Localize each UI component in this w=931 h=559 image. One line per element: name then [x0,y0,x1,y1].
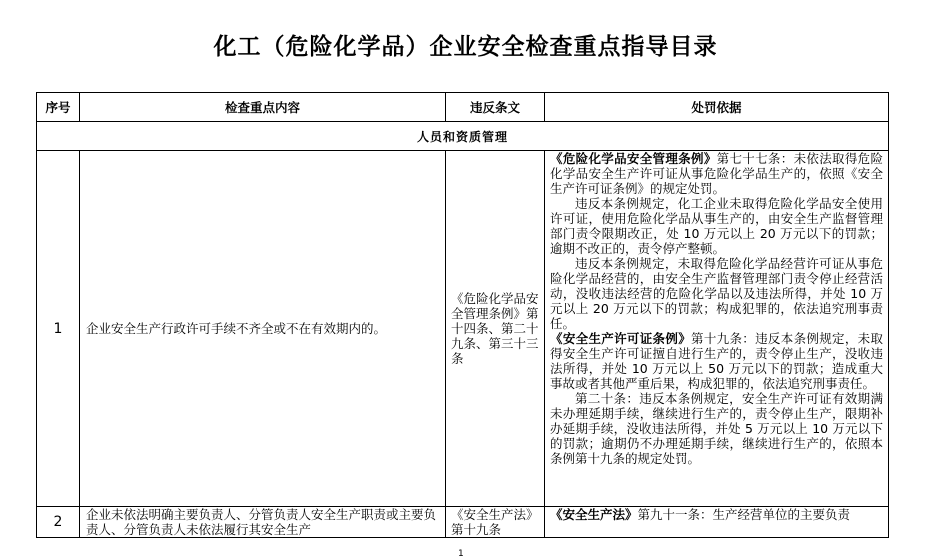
basis-law-name: 《危险化学品安全管理条例》 [550,151,717,166]
header-no: 序号 [37,93,80,122]
row-law: 《安全生产法》第十九条 [446,507,545,538]
basis-text: 第九十一条：生产经营单位的主要负责 [637,507,851,522]
page-number: 1 [458,549,464,559]
basis-paragraph [550,507,883,522]
basis-paragraph [550,151,883,196]
inspection-table [36,92,889,538]
basis-text: 第七十七条：未依法取得危险化学品安全生产许可证从事危险化学品生产的，依照《安全生产许可证条例》的规定处罚。 [550,151,883,196]
basis-paragraph [550,331,883,391]
row-content: 企业安全生产行政许可手续不齐全或不在有效期内的。 [80,151,446,507]
row-basis [545,507,889,538]
table-row [37,151,889,507]
row-law: 《危险化学品安全管理条例》第十四条、第二十九条、第三十三条 [446,151,545,507]
basis-paragraph: 第二十条：违反本条例规定，安全生产许可证有效期满未办理延期手续，继续进行生产的，责令停止生产，限期补办延期手续，没收违法所得，并处 5 万元以上 10 万元以下的罚款；逾期仍不办理延期手续，继续进行生产的，依照本条例第十九条的规定处罚。 [550,391,883,466]
row-basis [545,151,889,507]
section-title: 人员和资质管理 [37,122,889,151]
basis-paragraph: 违反本条例规定，未取得危险化学品经营许可证从事危险化学品经营的，由安全生产监督管理部门责令停止经营活动，没收违法经营的危险化学品以及违法所得，并处 10 万元以上 20 万元以下的罚款；构成犯罪的，依法追究刑事责任。 [550,256,883,331]
basis-law-name: 《安全生产许可证条例》 [550,331,692,346]
header-basis: 处罚依据 [545,93,889,122]
document-title: 化工（危险化学品）企业安全检查重点指导目录 [213,34,718,60]
header-content: 检查重点内容 [80,93,446,122]
row-number: 1 [37,151,80,507]
header-law: 违反条文 [446,93,545,122]
basis-law-name: 《安全生产法》 [550,507,638,522]
basis-paragraph: 违反本条例规定，化工企业未取得危险化学品安全使用许可证，使用危险化学品从事生产的，由安全生产监督管理部门责令限期改正，处 10 万元以上 20 万元以下的罚款；逾期不改正的，责令停产整顿。 [550,196,883,256]
row-number: 2 [37,507,80,538]
table-row [37,507,889,538]
row-content: 企业未依法明确主要负责人、分管负责人安全生产职责或主要负责人、分管负责人未依法履行其安全生产 [80,507,446,538]
section-row [37,122,889,151]
basis-text: 第十九条：违反本条例规定，未取得安全生产许可证擅自进行生产的，责令停止生产，没收违法所得，并处 10 万元以上 50 万元以下的罚款；造成重大事故或者其他严重后果，构成犯罪的，依法追究刑事责任。 [550,331,883,391]
table-header-row [37,93,889,122]
